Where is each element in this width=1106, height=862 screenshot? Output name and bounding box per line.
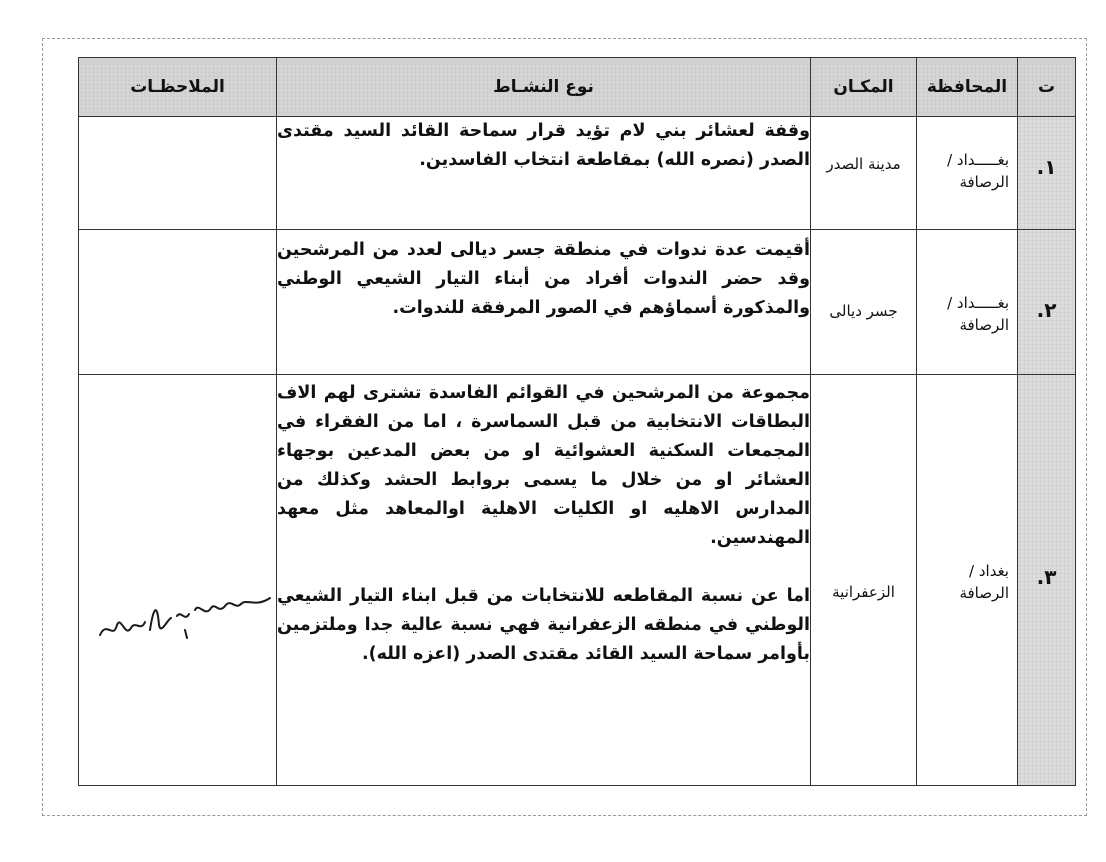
- row-index-text: ١.: [1036, 155, 1057, 179]
- header-governorate: المحافظة: [917, 58, 1018, 117]
- row-place-text: جسر ديالى: [829, 302, 898, 320]
- row-index-text: ٢.: [1036, 298, 1057, 322]
- row-index: [1018, 375, 1076, 786]
- row-governorate-text: بغـــــداد / الرصافة: [947, 151, 1009, 191]
- row-notes: [79, 117, 277, 230]
- header-index: ت: [1018, 58, 1076, 117]
- row-place: [811, 230, 917, 375]
- row-place-text: مدينة الصدر: [826, 155, 901, 173]
- row-governorate: [917, 375, 1018, 786]
- table-row: [79, 117, 1076, 230]
- activity-paragraph: وقفة لعشائر بني لام تؤيد قرار سماحة القائد السيد مقتدى الصدر (نصره الله) بمقاطعة انتخاب الفاسدين.: [277, 121, 810, 170]
- activity-paragraph: مجموعة من المرشحين في القوائم الفاسدة تشترى لهم الاف البطاقات الانتخابية من قبل السماسرة ، اما من الفقراء في المجمعات السكنية العشوائية او من بعض المدعين بوجهاء العشائر او من خلال ما يسمى بروابط الحشد وكذلك من المدارس الاهليه او الكليات الاهلية اوالمعاهد مثل معهد المهندسين.: [277, 383, 810, 548]
- row-activity: [277, 230, 811, 375]
- row-governorate: [917, 230, 1018, 375]
- header-place: المكـان: [811, 58, 917, 117]
- handwritten-signature: [95, 580, 275, 650]
- row-governorate: [917, 117, 1018, 230]
- row-activity: [277, 375, 811, 786]
- activity-paragraph: اما عن نسبة المقاطعه للانتخابات من قبل ابناء التيار الشيعي الوطني في منطقه الزعفرانية فهي نسبة عالية جدا وملتزمين بأوامر سماحة السيد القائد مقتدى الصدر (اعزه الله).: [277, 586, 810, 664]
- row-place-text: الزعفرانية: [832, 583, 895, 601]
- row-index: [1018, 230, 1076, 375]
- row-governorate-text: بغـــــداد / الرصافة: [947, 294, 1009, 334]
- table-row: [79, 230, 1076, 375]
- activities-table: [78, 57, 1076, 786]
- row-place: [811, 117, 917, 230]
- row-index: [1018, 117, 1076, 230]
- row-activity: [277, 117, 811, 230]
- row-notes: [79, 230, 277, 375]
- row-governorate-text: بغداد / الرصافة: [959, 562, 1009, 602]
- header-activity: نوع النشـاط: [277, 58, 811, 117]
- row-index-text: ٣.: [1036, 565, 1057, 589]
- header-notes: الملاحظـات: [79, 58, 277, 117]
- row-place: [811, 375, 917, 786]
- activity-paragraph: أقيمت عدة ندوات في منطقة جسر ديالى لعدد من المرشحين وقد حضر الندوات أفراد من أبناء التيار الشيعي الوطني والمذكورة أسماؤهم في الصور المرفقة للندوات.: [277, 240, 810, 318]
- table-header-row: [79, 58, 1076, 117]
